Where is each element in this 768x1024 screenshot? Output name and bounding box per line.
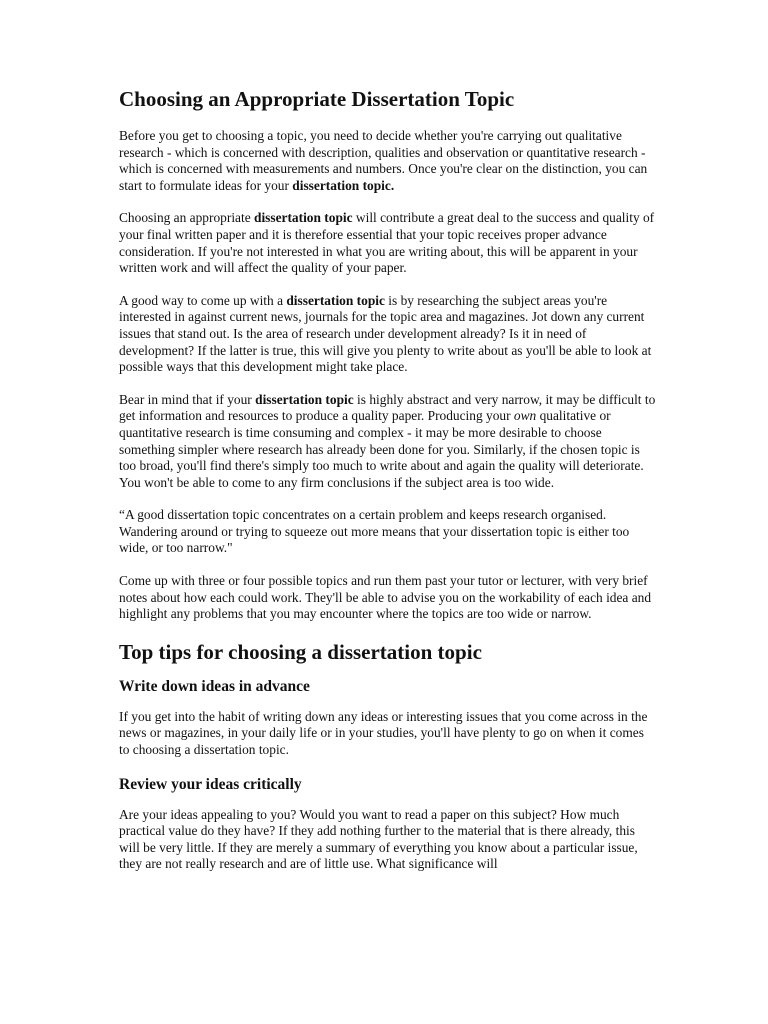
paragraph-appropriate-topic	[119, 210, 657, 276]
section-title: Top tips for choosing a dissertation topic	[119, 639, 482, 664]
page-title: Choosing an Appropriate Dissertation Topic	[119, 87, 515, 111]
tip-heading-review: Review your ideas critically	[119, 775, 302, 793]
document-page	[119, 86, 657, 889]
paragraph-text: is highly abstract and very narrow, it may be difficult to get information and resources to produce a quality paper. Producing your	[119, 391, 656, 424]
paragraph-text: Bear in mind that if your	[119, 391, 256, 407]
bold-term: dissertation topic	[254, 210, 353, 226]
paragraph-text: Choosing an appropriate	[119, 210, 254, 226]
paragraph-researching	[119, 293, 657, 376]
tip-heading-write-down: Write down ideas in advance	[119, 677, 310, 695]
paragraph-possible-topics: Come up with three or four possible topics and run them past your tutor or lecturer, with very brief notes about how each could work. They'll be able to advise you on the workability of each idea and highlight any problems that you may encounter where the topics are too wide or narrow.	[119, 573, 652, 622]
paragraph-text: is by researching the subject areas you're interested in against current news, journals for the topic area and magazines. Jot down any current issues that stand out. Is the area of research under development already? Is it in need of development? If the latter is true, this will give you plenty to write about as you'll be able to look at possible ways that this development might take place.	[119, 292, 652, 375]
tip-body-review: Are your ideas appealing to you? Would you want to read a paper on this subject? How much practical value do they have? If they add nothing further to the material that is there already, this will be very little. If they are merely a summary of everything you know about a particular issue, they are not really research and are of little use. What significance will	[119, 806, 638, 872]
bold-term: dissertation topic.	[292, 177, 395, 193]
paragraph-text: A good way to come up with a	[119, 292, 287, 308]
paragraph-text: will contribute a great deal to the success and quality of your final written paper and it is therefore essential that your topic receives proper advance consideration. If you're not interested in what you are writing about, this will be apparent in your written work and will affect the quality of your paper.	[119, 210, 655, 276]
bold-term: dissertation topic	[286, 292, 385, 308]
paragraph-intro-text: Before you get to choosing a topic, you need to decide whether you're carrying out qualitative research - which is concerned with description, qualities and observation or quantitative research - which is concerned with measurements and numbers. Once you're clear on the distinction, you can start to formulate ideas for your	[119, 128, 648, 193]
paragraph-abstract-topic	[119, 392, 657, 492]
paragraph-text: qualitative or quantitative research is time consuming and complex - it may be more desirable to choose something simpler where research has already been done for you. Similarly, if the chosen topic is too broad, you'll find there's simply too much to write about and again the quality will deteriorate. You won't be able to come to any firm conclusions if the subject area is too wide.	[119, 408, 644, 490]
italic-term: own	[513, 408, 537, 424]
bold-term: dissertation topic	[255, 391, 354, 407]
quote-paragraph: “A good dissertation topic concentrates on a certain problem and keeps research organised. Wandering around or trying to squeeze out more means that your dissertation topic is either too wide, or too narrow."	[119, 507, 630, 556]
paragraph-intro	[119, 128, 657, 194]
tip-body-write-down: If you get into the habit of writing down any ideas or interesting issues that you come across in the news or magazines, in your daily life or in your studies, you'll have plenty to go on when it comes to choosing a dissertation topic.	[119, 708, 648, 758]
